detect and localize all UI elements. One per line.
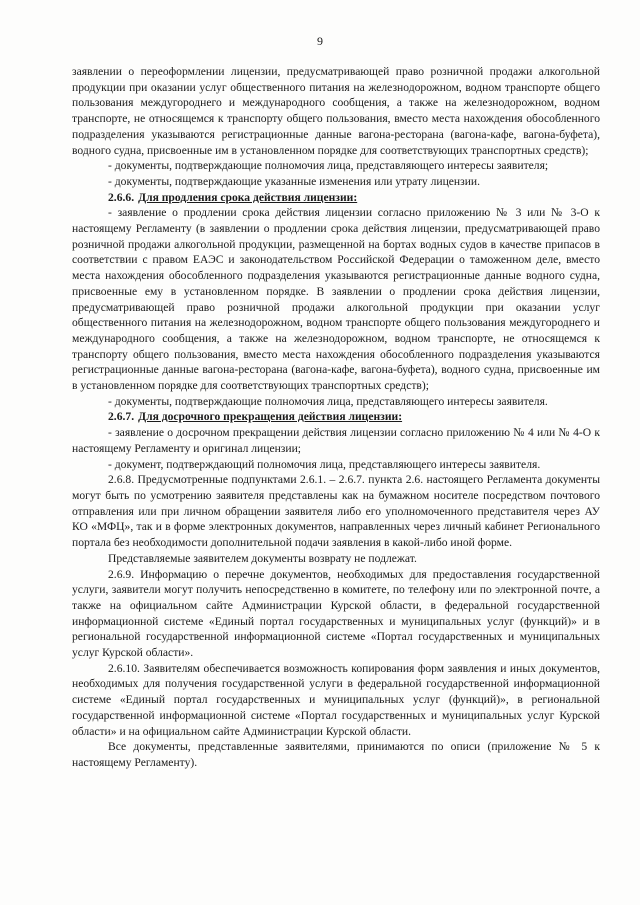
body-paragraph: Представляемые заявителем документы возврату не подлежат. [108,551,417,565]
body-paragraph: - документ, подтверждающий полномочия лица, представляющего интересы заявителя. [108,457,541,471]
body-paragraph: - заявление о продлении срока действия лицензии согласно приложению № 3 или № 3-О к настоящему Регламенту (в заявлении о продлении срока действия лицензии, предусматривающей право розничной продажи алкогольной продукции, размещенной на бортах водных судов в качестве припасов в соответствии с правом ЕАЭС и законодательством Российской Федерации о таможенном деле, вместо места нахождения обособленного подразделения указываются регистрационные данные водного судна, присвоенные ему в установленном порядке. В заявлении о продлении срока действия лицензии, предусматривающей право розничной продажи алкогольной продукции при оказании услуг общественного питания на железнодорожном, водном транспорте общего пользования междугороднего и международного сообщения, а также на железнодорожном, водном транспорте, не относящемся к транспорту общего пользования, вместо места нахождения обособленного подразделения указываются регистрационные данные вагона-ресторана (вагона-кафе, вагона-буфета), водного судна, присвоенные им в установленном порядке для соответствующих транспортных средств); [72,206,600,393]
body-paragraph: - документы, подтверждающие указанные изменения или утрату лицензии. [108,174,481,188]
section-heading [72,190,600,206]
section-title: Для продления срока действия лицензии: [138,190,358,204]
body-paragraph: 2.6.9. Информацию о перечне документов, необходимых для предоставления государственной услуги, заявители могут получить непосредственно в комитете, по телефону или по электронной почте, а также на официальном сайте Администрации Курской области, в федеральной государственной информационной системе «Единый портал государственных и муниципальных услуг (функций)» и в региональной государственной информационной системе «Портал государственных и муниципальных услуг Курской области». [72,567,600,660]
body-paragraph: - документы, подтверждающие полномочия лица, представляющего интересы заявителя. [108,394,548,408]
body-paragraph: Все документы, представленные заявителями, принимаются по описи (приложение № 5 к настоящему Регламенту). [72,740,600,769]
body-paragraph: заявлении о переоформлении лицензии, предусматривающей право розничной продажи алкогольной продукции при оказании услуг общественного питания на железнодорожном, водном транспорте общего пользования междугороднего и международного сообщения, а также на железнодорожном, водном транспорте, не относящемся к транспорту общего пользования, вместо места нахождения обособленного подразделения указываются регистрационные данные вагона-ресторана (вагона-кафе, вагона-буфета), водного судна, присвоенные им в установленном порядке для соответствующих транспортных средств); [72,65,600,157]
document-body [72,64,600,771]
section-heading [72,409,600,425]
section-title: Для досрочного прекращения действия лицензии: [138,410,403,424]
body-paragraph: 2.6.8. Предусмотренные подпунктами 2.6.1. – 2.6.7. пункта 2.6. настоящего Регламента документы могут быть по усмотрению заявителя представлены как на бумажном носителе посредством почтового отправления или при личном обращении заявителя либо его уполномоченного представителя через АУ КО «МФЦ», так и в форме электронных документов, направленных через личный кабинет Регионального портала без необходимости дополнительной подачи заявления в какой-либо иной форме. [72,473,600,550]
body-paragraph: - заявление о досрочном прекращении действия лицензии согласно приложению № 4 или № 4-О к настоящему Регламенту и оригинал лицензии; [72,426,600,455]
section-number: 2.6.7. [108,410,135,424]
section-number: 2.6.6. [108,190,135,204]
body-paragraph: 2.6.10. Заявителям обеспечивается возможность копирования форм заявления и иных документов, необходимых для получения государственной услуги в федеральной государственной информационной системе «Единый портал государственных и муниципальных услуг (функций)», в региональной государственной информационной системе «Портал государственных и муниципальных услуг Курской области» и на официальном сайте Администрации Курской области. [72,661,600,738]
body-paragraph: - документы, подтверждающие полномочия лица, представляющего интересы заявителя; [108,159,549,173]
page-number: 9 [317,34,323,48]
